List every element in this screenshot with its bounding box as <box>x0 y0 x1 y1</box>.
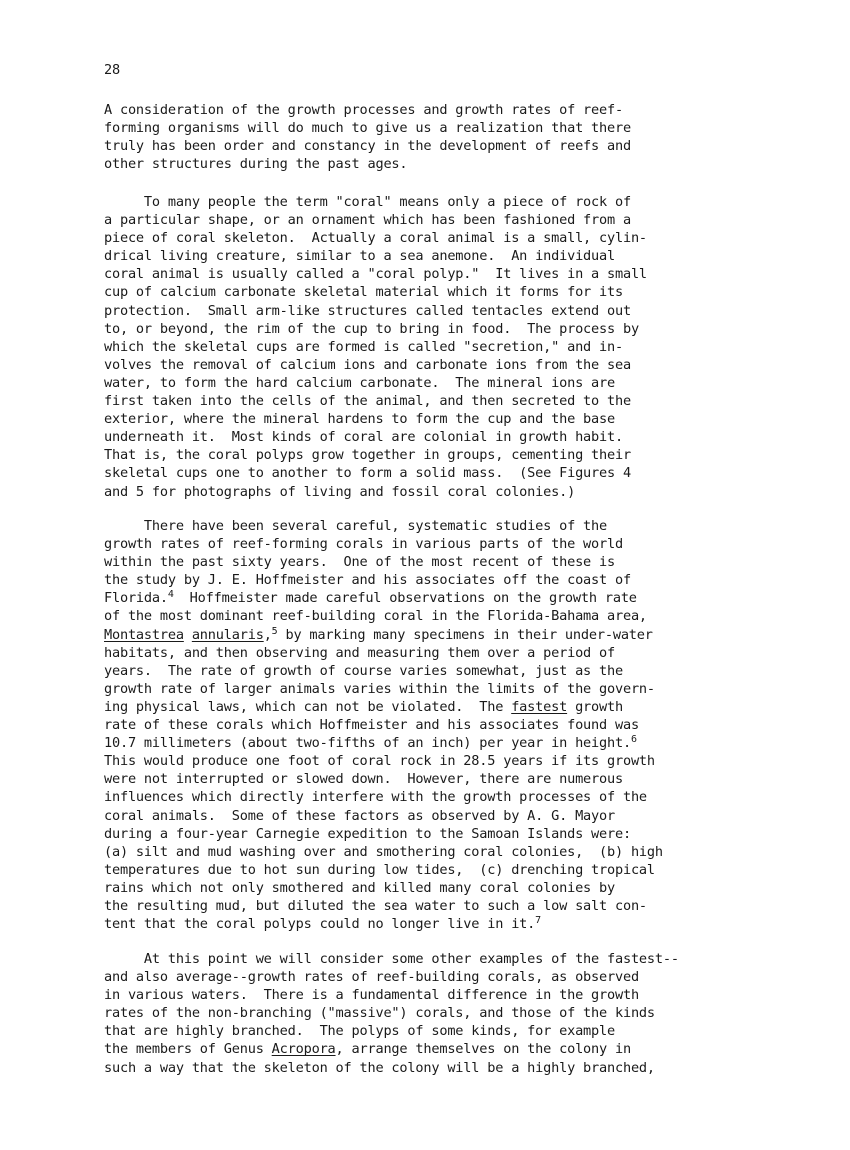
text-line: A consideration of the growth processes and growth rates of reef- <box>104 102 623 118</box>
text-line: during a four-year Carnegie expedition to the Samoan Islands were: <box>104 825 631 842</box>
text-line: were not interrupted or slowed down. However, there are numerous <box>104 771 623 788</box>
text-line: that are highly branched. The polyps of some kinds, for example <box>104 1023 615 1040</box>
footnote-marker: 5 <box>271 625 278 637</box>
text-line <box>104 698 784 716</box>
text-line: the study by J. E. Hoffmeister and his associates off the coast of <box>104 572 631 589</box>
text-line <box>104 1040 784 1058</box>
species-name: annularis <box>191 626 264 643</box>
text-line: growth rates of reef-forming corals in various parts of the world <box>104 536 623 553</box>
text-span: Florida. <box>104 590 168 607</box>
text-line: which the skeletal cups are formed is called "secretion," and in- <box>104 338 623 355</box>
text-line: of the most dominant reef-building coral in the Florida-Bahama area, <box>104 608 647 625</box>
text-line <box>104 915 784 933</box>
text-line: rates of the non-branching ("massive") corals, and those of the kinds <box>104 1005 655 1022</box>
text-line: coral animal is usually called a "coral polyp." It lives in a small <box>104 266 647 283</box>
text-line: in various waters. There is a fundamental difference in the growth <box>104 987 639 1004</box>
text-span: Hoffmeister made careful observations on the growth rate <box>173 590 637 607</box>
text-line: volves the removal of calcium ions and carbonate ions from the sea <box>104 356 631 373</box>
text-line: influences which directly interfere with the growth processes of the <box>104 789 647 806</box>
text-line: growth rate of larger animals varies within the limits of the govern- <box>104 680 655 697</box>
text-span: , <box>263 626 272 643</box>
text-line: and also average--growth rates of reef-building corals, as observed <box>104 969 639 986</box>
text-line: other structures during the past ages. <box>104 156 408 173</box>
text-line: truly has been order and constancy in the development of reefs and <box>104 138 631 155</box>
text-span: tent that the coral polyps could no longer live in it. <box>104 916 536 933</box>
text-line: such a way that the skeleton of the colony will be a highly branched, <box>104 1059 655 1076</box>
text-line: underneath it. Most kinds of coral are colonial in growth habit. <box>104 429 623 446</box>
text-span: 10.7 millimeters (about two-fifths of an inch) per year in height. <box>104 735 631 752</box>
text-span: by marking many specimens in their under-water <box>277 626 653 643</box>
text-line: To many people the term "coral" means only a piece of rock of <box>104 194 631 210</box>
text-line: cup of calcium carbonate skeletal material which it forms for its <box>104 284 623 301</box>
text-line: skeletal cups one to another to form a solid mass. (See Figures 4 <box>104 465 631 482</box>
text-line: water, to form the hard calcium carbonate. The mineral ions are <box>104 374 615 391</box>
text-line: exterior, where the mineral hardens to form the cup and the base <box>104 411 615 428</box>
text-line: habitats, and then observing and measuring them over a period of <box>104 644 615 661</box>
text-span: , arrange themselves on the colony in <box>335 1041 631 1058</box>
text-line: rate of these corals which Hoffmeister and his associates found was <box>104 717 639 734</box>
text-line: drical living creature, similar to a sea anemone. An individual <box>104 248 615 265</box>
text-line: and 5 for photographs of living and fossil coral colonies.) <box>104 483 576 500</box>
page-number: 28 <box>104 62 120 78</box>
text-line: There have been several careful, systematic studies of the <box>104 518 608 534</box>
text-line: within the past sixty years. One of the most recent of these is <box>104 554 615 571</box>
text-line: rains which not only smothered and killed many coral colonies by <box>104 879 615 896</box>
text-line: That is, the coral polyps grow together in groups, cementing their <box>104 447 631 464</box>
text-line: temperatures due to hot sun during low tides, (c) drenching tropical <box>104 861 655 878</box>
text-line: coral animals. Some of these factors as observed by A. G. Mayor <box>104 807 615 824</box>
text-line: to, or beyond, the rim of the cup to bring in food. The process by <box>104 320 639 337</box>
footnote-marker: 7 <box>535 915 541 927</box>
text-line <box>104 626 784 644</box>
text-line: (a) silt and mud washing over and smothering coral colonies, (b) high <box>104 843 663 860</box>
text-span: the members of Genus <box>104 1041 272 1058</box>
text-span: growth <box>567 698 623 715</box>
text-span: ing physical laws, which can not be violated. The <box>104 698 512 715</box>
text-line: first taken into the cells of the animal, and then secreted to the <box>104 393 631 410</box>
paragraph-4 <box>104 950 784 1077</box>
text-line: piece of coral skeleton. Actually a coral animal is a small, cylin- <box>104 230 647 247</box>
text-line: protection. Small arm-like structures called tentacles extend out <box>104 302 631 319</box>
paragraph-1 <box>104 101 784 173</box>
text-span <box>184 627 192 643</box>
genus-name: Montastrea <box>104 626 184 643</box>
text-line: the resulting mud, but diluted the sea water to such a low salt con- <box>104 897 647 914</box>
footnote-marker: 4 <box>167 589 174 601</box>
text-line: At this point we will consider some other examples of the fastest-- <box>104 951 679 967</box>
text-line <box>104 589 784 607</box>
text-line: years. The rate of growth of course varies somewhat, just as the <box>104 662 623 679</box>
text-line <box>104 734 784 752</box>
genus-name: Acropora <box>271 1041 336 1058</box>
text-line: This would produce one foot of coral rock in 28.5 years if its growth <box>104 753 655 770</box>
emphasized-word: fastest <box>511 698 568 715</box>
text-line: a particular shape, or an ornament which has been fashioned from a <box>104 212 631 229</box>
paragraph-2 <box>104 193 784 501</box>
footnote-marker: 6 <box>630 734 637 746</box>
paragraph-3 <box>104 517 784 933</box>
text-line: forming organisms will do much to give us a realization that there <box>104 120 631 137</box>
